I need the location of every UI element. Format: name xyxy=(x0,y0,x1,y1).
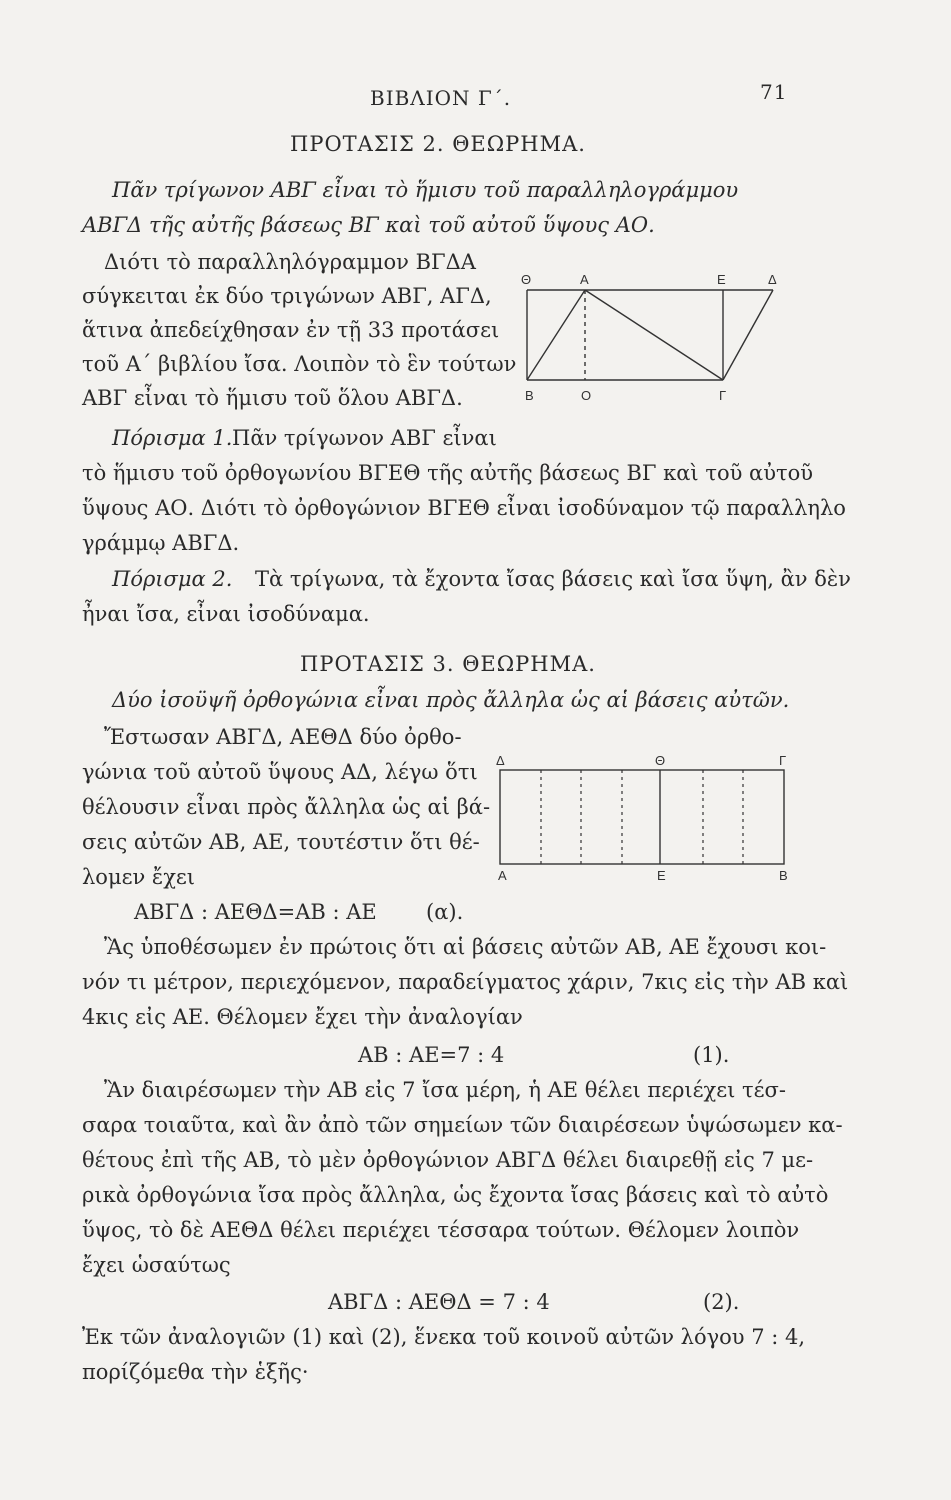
proposition-3-setup-line-1: Ἔστωσαν ΑΒΓΔ, ΑΕΘΔ δύο ὀρθο- xyxy=(104,725,462,749)
side-dg xyxy=(723,290,773,380)
corollary-2-line-2: ἦναι ἴσα, εἶναι ἰσοδύναμα. xyxy=(82,602,370,626)
proposition-3-setup-line-4: σεις αὐτῶν ΑΒ, ΑΕ, τουτέστιν ὅτι θέ- xyxy=(82,830,480,854)
paragraph-2-line-5: ὕψος, τὸ δὲ ΑΕΘΔ θέλει περιέχει τέσσαρα τούτων. Θέλομεν λοιπὸν xyxy=(82,1218,800,1242)
proposition-2-proof-line-5: ΑΒΓ εἶναι τὸ ἥμισυ τοῦ ὅλου ΑΒΓΔ. xyxy=(82,386,463,410)
corollary-2-line-1: Τὰ τρίγωνα, τὰ ἔχοντα ἴσας βάσεις καὶ ἴσα ὕψη, ἂν δὲν xyxy=(255,567,851,591)
corollary-1-line-3: ὕψους ΑΟ. Διότι τὸ ὀρθογώνιον ΒΓΕΘ εἶναι ἰσοδύναμον τῷ παραλληλο xyxy=(82,496,846,520)
paragraph-1-line-1: Ἂς ὑποθέσωμεν ἐν πρώτοις ὅτι αἱ βάσεις αὐτῶν ΑΒ, ΑΕ ἔχουσι κοι- xyxy=(104,935,827,959)
proposition-2-proof-line-4: τοῦ Α΄ βιβλίου ἴσα. Λοιπὸν τὸ ἓν τούτων xyxy=(82,352,517,376)
paragraph-1-line-2: νόν τι μέτρον, περιεχόμενον, παραδείγματος χάριν, 7κις εἰς τὴν ΑΒ καὶ xyxy=(82,970,849,994)
paragraph-2-line-2: σαρα τοιαῦτα, καὶ ἂν ἀπὸ τῶν σημείων τῶν διαιρέσεων ὑψώσωμεν κα- xyxy=(82,1113,843,1137)
running-title: ΒΙΒΛΙΟΝ Γ΄. xyxy=(370,86,512,110)
label-d: Δ xyxy=(496,753,505,768)
equation-1: ΑΒ : ΑΕ=7 : 4 xyxy=(358,1043,505,1067)
label-a: Α xyxy=(498,868,507,883)
label-g: Γ xyxy=(719,388,727,403)
proposition-2-proof-line-1: Διότι τὸ παραλληλόγραμμον ΒΓΔΑ xyxy=(104,250,476,274)
equation-1-tag: (1). xyxy=(693,1043,730,1067)
diagonal-ag xyxy=(585,290,723,380)
label-d: Δ xyxy=(768,272,777,287)
label-e: Ε xyxy=(657,868,666,883)
proposition-2-title: ΠΡΟΤΑΣΙΣ 2. ΘΕΩΡΗΜΑ. xyxy=(290,132,586,156)
side-ab xyxy=(527,290,585,380)
label-b: Β xyxy=(525,388,534,403)
proposition-2-proof-line-3: ἅτινα ἀπεδείχθησαν ἐν τῇ 33 προτάσει xyxy=(82,318,500,342)
label-theta: Θ xyxy=(655,753,666,768)
paragraph-2-line-1: Ἂν διαιρέσωμεν τὴν ΑΒ εἰς 7 ἴσα μέρη, ἡ ΑΕ θέλει περιέχει τέσ- xyxy=(104,1078,786,1102)
label-a: Α xyxy=(580,272,589,287)
paragraph-3-line-2: πορίζόμεθα τὴν ἑξῆς· xyxy=(82,1360,309,1384)
label-e: Ε xyxy=(717,272,726,287)
proposition-3-statement: Δύο ἰσοϋψῆ ὀρθογώνια εἶναι πρὸς ἄλληλα ὡς αἱ βάσεις αὐτῶν. xyxy=(112,688,790,712)
rectangles-figure xyxy=(492,752,802,884)
paragraph-3-line-1: Ἐκ τῶν ἀναλογιῶν (1) καὶ (2), ἕνεκα τοῦ κοινοῦ αὐτῶν λόγου 7 : 4, xyxy=(82,1325,806,1349)
equation-alpha-tag: (α). xyxy=(426,900,464,924)
paragraph-2-line-4: ρικὰ ὀρθογώνια ἴσα πρὸς ἄλληλα, ὡς ἔχοντα ἴσας βάσεις καὶ τὸ αὐτὸ xyxy=(82,1183,829,1207)
label-o: Ο xyxy=(581,388,592,403)
corollary-2-label: Πόρισμα 2. xyxy=(112,567,233,591)
equation-alpha: ΑΒΓΔ : ΑΕΘΔ=ΑΒ : ΑΕ xyxy=(134,900,377,924)
corollary-1-line-2: τὸ ἥμισυ τοῦ ὀρθογωνίου ΒΓΕΘ τῆς αὐτῆς βάσεως ΒΓ καὶ τοῦ αὐτοῦ xyxy=(82,461,814,485)
corollary-1-line-4: γράμμῳ ΑΒΓΔ. xyxy=(82,531,240,555)
proposition-2-statement-line-1: Πᾶν τρίγωνον ΑΒΓ εἶναι τὸ ἥμισυ τοῦ παραλληλογράμμου xyxy=(112,178,739,202)
proposition-3-setup-line-2: γώνια τοῦ αὐτοῦ ὕψους ΑΔ, λέγω ὅτι xyxy=(82,760,478,784)
proposition-2-statement-line-2: ΑΒΓΔ τῆς αὐτῆς βάσεως ΒΓ καὶ τοῦ αὐτοῦ ὕψους ΑΟ. xyxy=(82,213,655,237)
equation-2-tag: (2). xyxy=(703,1290,740,1314)
label-b: Β xyxy=(779,868,788,883)
proposition-3-setup-line-5: λομεν ἔχει xyxy=(82,865,196,889)
paragraph-2-line-3: θέτους ἐπὶ τῆς ΑΒ, τὸ μὲν ὀρθογώνιον ΑΒΓΔ θέλει διαιρεθῇ εἰς 7 με- xyxy=(82,1148,814,1172)
label-g: Γ xyxy=(779,753,787,768)
page-number: 71 xyxy=(760,80,788,104)
corollary-1-line-1: Πᾶν τρίγωνον ΑΒΓ εἶναι xyxy=(232,426,497,450)
proposition-3-title: ΠΡΟΤΑΣΙΣ 3. ΘΕΩΡΗΜΑ. xyxy=(300,652,596,676)
proposition-2-proof-line-2: σύγκειται ἐκ δύο τριγώνων ΑΒΓ, ΑΓΔ, xyxy=(82,284,492,308)
paragraph-1-line-3: 4κις εἰς ΑΕ. Θέλομεν ἔχει τὴν ἀναλογίαν xyxy=(82,1005,523,1029)
proposition-3-setup-line-3: θέλουσιν εἶναι πρὸς ἄλληλα ὡς αἱ βά- xyxy=(82,795,491,819)
label-theta: Θ xyxy=(521,272,532,287)
corollary-1-label: Πόρισμα 1. xyxy=(112,426,233,450)
paragraph-2-line-6: ἔχει ὡσαύτως xyxy=(82,1253,231,1277)
division-lines xyxy=(541,770,743,864)
parallelogram-figure xyxy=(515,268,795,408)
rectangle-abgd xyxy=(500,770,784,864)
equation-2: ΑΒΓΔ : ΑΕΘΔ = 7 : 4 xyxy=(328,1290,550,1314)
